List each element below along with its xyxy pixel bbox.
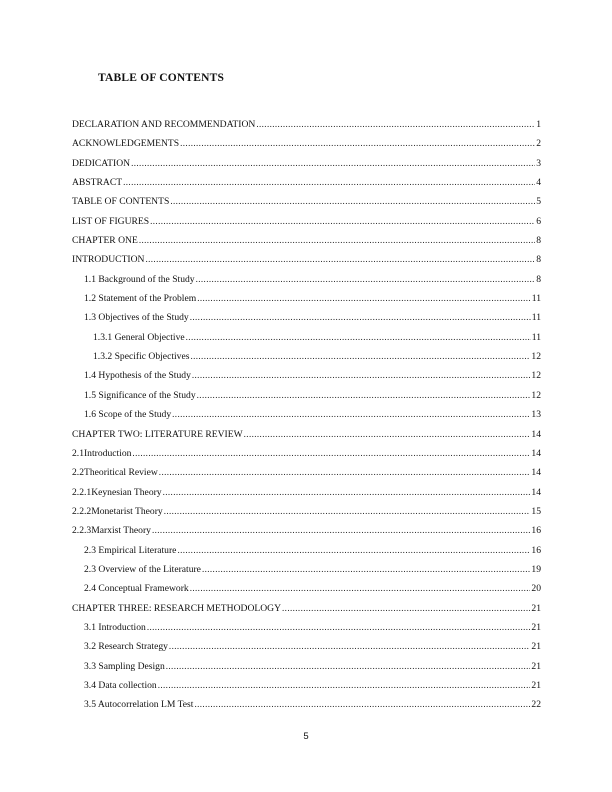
toc-list: [72, 119, 541, 719]
dot-leader: [145, 254, 535, 264]
toc-entry[interactable]: [72, 177, 541, 196]
toc-entry-page: 8: [536, 254, 541, 266]
toc-entry-page: 12: [531, 351, 541, 363]
toc-entry-label: 2.1Introduction: [72, 447, 132, 459]
dot-leader: [186, 332, 531, 342]
toc-entry[interactable]: [72, 467, 541, 486]
toc-entry-page: 11: [531, 331, 541, 343]
toc-entry-label: 2.3 Empirical Literature: [84, 544, 177, 556]
toc-entry[interactable]: [72, 409, 541, 428]
toc-entry[interactable]: [72, 216, 541, 235]
page-title: TABLE OF CONTENTS: [98, 72, 225, 84]
toc-entry-page: 16: [531, 544, 541, 556]
dot-leader: [164, 506, 531, 516]
toc-entry-label: INTRODUCTION: [72, 254, 145, 266]
toc-entry-label: 1.4 Hypothesis of the Study: [84, 370, 191, 382]
toc-entry-page: 22: [531, 699, 541, 711]
dot-leader: [139, 235, 535, 245]
toc-entry[interactable]: [72, 293, 541, 312]
toc-entry-page: 14: [531, 447, 541, 459]
toc-entry-label: TABLE OF CONTENTS: [72, 196, 170, 208]
dot-leader: [197, 390, 531, 400]
toc-entry[interactable]: [72, 583, 541, 602]
dot-leader: [190, 583, 531, 593]
toc-entry-label: 3.1 Introduction: [84, 621, 146, 633]
toc-entry-label: ABSTRACT: [72, 177, 123, 189]
toc-entry-label: 1.3.2 Specific Objectives: [93, 351, 190, 363]
dot-leader: [194, 699, 530, 709]
dot-leader: [169, 641, 530, 651]
dot-leader: [190, 351, 530, 361]
dot-leader: [147, 622, 531, 632]
toc-entry-label: 3.5 Autocorrelation LM Test: [84, 699, 194, 711]
dot-leader: [123, 177, 535, 187]
page-number: 5: [303, 731, 309, 742]
toc-entry-label: 3.3 Sampling Design: [84, 660, 165, 672]
toc-entry-label: 1.2 Statement of the Problem: [84, 293, 197, 305]
dot-leader: [256, 119, 535, 129]
toc-entry-label: ACKNOWLEDGEMENTS: [72, 138, 180, 150]
toc-entry-page: 14: [531, 467, 541, 479]
toc-entry[interactable]: [72, 274, 541, 293]
toc-entry[interactable]: [72, 429, 541, 448]
dot-leader: [180, 138, 535, 148]
toc-entry-label: CHAPTER THREE: RESEARCH METHODOLOGY: [72, 602, 282, 614]
toc-entry-page: 2: [536, 138, 541, 150]
toc-entry-page: 21: [531, 621, 541, 633]
dot-leader: [197, 293, 531, 303]
dot-leader: [202, 564, 530, 574]
toc-entry[interactable]: [72, 370, 541, 389]
dot-leader: [152, 525, 530, 535]
toc-entry-page: 16: [531, 525, 541, 537]
toc-entry-label: 1.6 Scope of the Study: [84, 409, 172, 421]
toc-entry-label: 3.4 Data collection: [84, 679, 157, 691]
toc-entry-page: 21: [531, 679, 541, 691]
toc-entry[interactable]: [72, 235, 541, 254]
toc-entry[interactable]: [72, 506, 541, 525]
toc-entry[interactable]: [72, 699, 541, 718]
toc-entry[interactable]: [72, 603, 541, 622]
toc-entry-page: 5: [536, 196, 541, 208]
toc-entry-page: 12: [531, 389, 541, 401]
toc-entry-page: 20: [531, 583, 541, 595]
dot-leader: [159, 467, 531, 477]
toc-entry-page: 21: [531, 660, 541, 672]
toc-entry-label: DEDICATION: [72, 157, 131, 169]
toc-entry[interactable]: [72, 332, 541, 351]
toc-entry-page: 4: [536, 177, 541, 189]
toc-entry-label: 2.4 Conceptual Framework: [84, 583, 189, 595]
toc-entry-label: 1.3 Objectives of the Study: [84, 312, 189, 324]
toc-entry-page: 14: [531, 428, 541, 440]
toc-entry-page: 8: [536, 273, 541, 285]
dot-leader: [244, 429, 531, 439]
toc-entry-page: 21: [531, 641, 541, 653]
dot-leader: [170, 196, 535, 206]
toc-entry[interactable]: [72, 196, 541, 215]
dot-leader: [196, 274, 536, 284]
dot-leader: [131, 158, 535, 168]
toc-entry[interactable]: [72, 622, 541, 641]
toc-entry-label: CHAPTER ONE: [72, 235, 138, 247]
toc-entry-page: 14: [531, 486, 541, 498]
dot-leader: [163, 487, 531, 497]
toc-entry-label: 3.2 Research Strategy: [84, 641, 168, 653]
toc-entry-label: 2.2.2Monetarist Theory: [72, 505, 163, 517]
dot-leader: [166, 661, 531, 671]
toc-entry-page: 11: [531, 293, 541, 305]
toc-entry-page: 15: [531, 505, 541, 517]
toc-entry-label: 1.5 Significance of the Study: [84, 389, 196, 401]
toc-entry[interactable]: [72, 254, 541, 273]
toc-entry[interactable]: [72, 138, 541, 157]
toc-entry-label: CHAPTER TWO: LITERATURE REVIEW: [72, 428, 243, 440]
toc-entry[interactable]: [72, 564, 541, 583]
toc-entry[interactable]: [72, 545, 541, 564]
toc-entry-label: 2.2.3Marxist Theory: [72, 525, 151, 537]
dot-leader: [158, 680, 531, 690]
toc-entry[interactable]: [72, 525, 541, 544]
toc-entry-label: 1.1 Background of the Study: [84, 273, 195, 285]
toc-entry-label: 2.3 Overview of the Literature: [84, 563, 201, 575]
dot-leader: [190, 312, 531, 322]
toc-entry-page: 6: [536, 215, 541, 227]
toc-entry-page: 8: [536, 235, 541, 247]
toc-entry[interactable]: [72, 119, 541, 138]
dot-leader: [282, 603, 530, 613]
toc-entry-label: 2.2Theoritical Review: [72, 467, 158, 479]
toc-entry-page: 13: [531, 409, 541, 421]
dot-leader: [192, 370, 531, 380]
toc-entry-label: 1.3.1 General Objective: [93, 331, 185, 343]
toc-entry[interactable]: [72, 641, 541, 660]
toc-entry-label: LIST OF FIGURES: [72, 215, 150, 227]
dot-leader: [172, 409, 530, 419]
toc-entry-page: 3: [536, 157, 541, 169]
toc-entry[interactable]: [72, 390, 541, 409]
toc-entry-page: 21: [531, 602, 541, 614]
toc-entry-page: 19: [531, 563, 541, 575]
dot-leader: [132, 448, 530, 458]
toc-entry-page: 11: [531, 312, 541, 324]
toc-entry[interactable]: [72, 680, 541, 699]
dot-leader: [177, 545, 530, 555]
toc-entry[interactable]: [72, 351, 541, 370]
toc-entry[interactable]: [72, 312, 541, 331]
toc-entry[interactable]: [72, 448, 541, 467]
toc-entry-page: 12: [531, 370, 541, 382]
toc-entry[interactable]: [72, 661, 541, 680]
toc-entry[interactable]: [72, 158, 541, 177]
toc-entry[interactable]: [72, 487, 541, 506]
toc-entry-label: 2.2.1Keynesian Theory: [72, 486, 162, 498]
toc-entry-page: 1: [536, 119, 541, 130]
dot-leader: [150, 216, 535, 226]
toc-entry-label: DECLARATION AND RECOMMENDATION: [72, 119, 256, 130]
